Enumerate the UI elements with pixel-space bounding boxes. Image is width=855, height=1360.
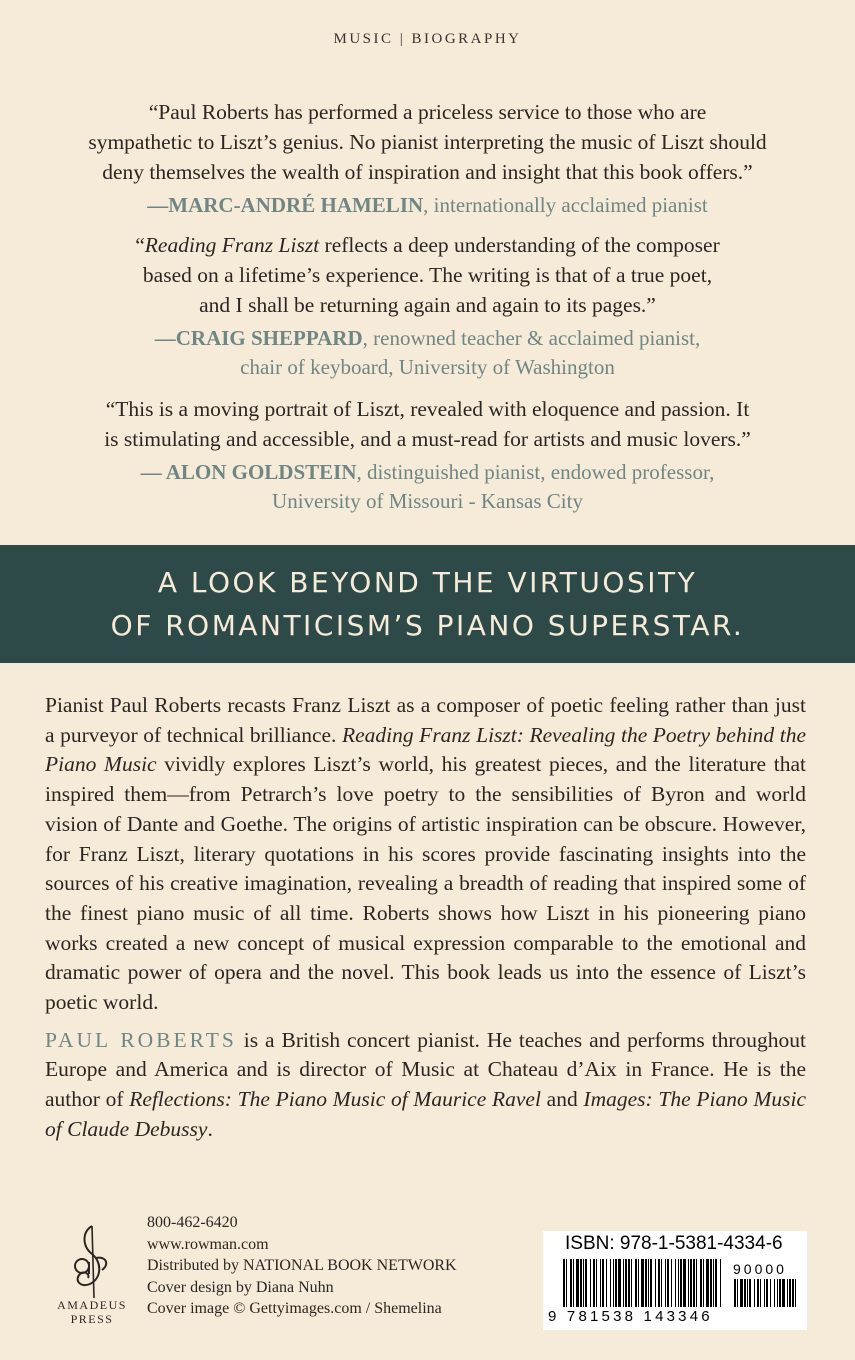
description-text: Pianist Paul Roberts recasts Franz Liszt as a composer of poetic feeling rather than just a purveyor of technical brilliance. xyxy=(45,693,806,747)
barcode-bar xyxy=(618,1259,621,1307)
bio-text: . xyxy=(207,1116,213,1141)
book-title: Reflections: The Piano Music of Maurice Ravel xyxy=(129,1087,541,1112)
barcode-bar xyxy=(713,1259,714,1307)
barcode-bar xyxy=(789,1279,791,1307)
barcode-bar xyxy=(706,1259,709,1307)
barcode-bar xyxy=(610,1259,611,1307)
endorser-title: chair of keyboard, University of Washington xyxy=(240,355,615,379)
barcode-bar xyxy=(563,1259,565,1307)
attribution xyxy=(0,191,855,220)
barcode-bar xyxy=(764,1279,765,1307)
book-description xyxy=(45,691,806,1145)
price-code: 90000 xyxy=(733,1261,787,1277)
barcode-bar xyxy=(648,1259,649,1307)
barcode-bar xyxy=(690,1259,692,1307)
barcode xyxy=(543,1231,807,1330)
barcode-bar xyxy=(600,1259,601,1307)
barcode-bar xyxy=(665,1259,666,1307)
barcode-bar xyxy=(628,1259,630,1307)
cover-image-credit: Cover image © Gettyimages.com / Shemelina xyxy=(147,1300,442,1317)
quote-line: “Reading Franz Liszt reflects a deep understanding of the composer xyxy=(135,233,720,257)
barcode-bar xyxy=(667,1259,669,1307)
quote-line: “This is a moving portrait of Liszt, revealed with eloquence and passion. It xyxy=(105,397,750,421)
endorsement-goldstein xyxy=(0,394,855,516)
barcode-bar xyxy=(680,1259,682,1307)
barcode-digits: 9 781538 143346 xyxy=(548,1308,713,1325)
author-name: PAUL ROBERTS xyxy=(45,1027,237,1052)
barcode-bar xyxy=(693,1259,695,1307)
barcode-bar xyxy=(615,1259,617,1307)
tagline-line: OF ROMANTICISM’S PIANO SUPERSTAR. xyxy=(110,609,745,642)
barcode-bar xyxy=(596,1259,597,1307)
barcode-bar xyxy=(580,1259,582,1307)
quote-text: reflects a deep understanding of the composer xyxy=(319,233,720,257)
barcode-bar xyxy=(740,1279,743,1307)
barcode-bar xyxy=(683,1259,686,1307)
category-label: MUSIC | BIOGRAPHY xyxy=(333,31,522,47)
endorser-title: University of Missouri - Kansas City xyxy=(272,489,583,513)
barcode-bar xyxy=(645,1259,647,1307)
author-bio xyxy=(45,1026,806,1145)
endorser-name: MARC-ANDRÉ HAMELIN xyxy=(168,193,424,217)
barcode-bar xyxy=(747,1279,748,1307)
barcode-bar xyxy=(573,1259,574,1307)
description-paragraph xyxy=(45,691,806,1018)
barcode-bar xyxy=(631,1259,632,1307)
barcode-bar xyxy=(655,1259,656,1307)
barcode-bar xyxy=(720,1259,721,1307)
barcode-bar xyxy=(700,1259,702,1307)
endorser-title: , distinguished pianist, endowed professor, xyxy=(356,460,715,484)
quote-line: “Paul Roberts has performed a priceless service to those who are xyxy=(148,100,707,124)
endorser-title: , renowned teacher & acclaimed pianist, xyxy=(362,326,701,350)
phone-number: 800-462-6420 xyxy=(147,1214,238,1231)
barcode-bar xyxy=(734,1279,736,1307)
bio-text: and xyxy=(540,1087,584,1112)
barcode-bar xyxy=(696,1259,697,1307)
barcode-bar xyxy=(638,1259,639,1307)
barcode-bar xyxy=(650,1259,652,1307)
dash: — xyxy=(140,460,166,484)
quote xyxy=(0,230,855,320)
cover-design-credit: Cover design by Diana Nuhn xyxy=(147,1278,334,1296)
tagline-banner xyxy=(0,545,855,663)
barcode-bar xyxy=(606,1259,607,1307)
endorsement-hamelin xyxy=(0,97,855,220)
barcode-bar xyxy=(703,1259,704,1307)
barcode-bar xyxy=(641,1259,644,1307)
quote xyxy=(0,394,855,454)
barcode-bar xyxy=(661,1259,662,1307)
barcode-bar xyxy=(757,1279,759,1307)
description-text: vividly explores Liszt’s world, his greatest pieces, and the literature that inspired them—from Petrarch’s love poetry to the sensibilities of Byron and world vision of Dante and Goethe. The origins of artistic inspiration can be obscure. However, for Franz Liszt, literary quotations in his scores provide fascinating insights into the sources of his creative imagination, revealing a breadth of reading that inspired some of the finest piano music of all time. Roberts shows how Liszt in his pioneering piano works created a new concept of musical expression comparable to the emotional and dramatic power of opera and the novel. This book leads us into the essence of Liszt’s poetic world. xyxy=(45,752,806,1015)
attribution xyxy=(0,324,855,382)
barcode-bar xyxy=(766,1279,768,1307)
barcode-bar xyxy=(570,1259,572,1307)
barcode-bar xyxy=(760,1279,761,1307)
clef-icon xyxy=(52,1222,132,1300)
barcode-bar xyxy=(770,1279,771,1307)
quote xyxy=(0,97,855,187)
barcode-bar xyxy=(792,1279,794,1307)
barcode-bar xyxy=(671,1259,672,1307)
isbn: ISBN: 978-1-5381-4334-6 xyxy=(565,1233,783,1254)
endorser-name: CRAIG SHEPPARD xyxy=(175,326,363,350)
barcode-bar xyxy=(774,1279,775,1307)
barcode-bar xyxy=(566,1259,567,1307)
barcode-bar xyxy=(658,1259,660,1307)
barcode-bar xyxy=(710,1259,712,1307)
quote-line: sympathetic to Liszt’s genius. No pianist interpreting the music of Liszt should xyxy=(88,130,767,154)
barcode-bar xyxy=(602,1259,604,1307)
barcode-bar xyxy=(787,1279,788,1307)
quote-line: and I shall be returning again and again to its pages.” xyxy=(199,293,656,317)
book-title: Reading Franz Liszt xyxy=(144,233,320,257)
barcode-bar xyxy=(675,1259,676,1307)
dash: — xyxy=(154,326,176,350)
bio-text: is a British concert pianist. He teaches and performs throughout Europe and America and is director of Music at Chateau d’Aix in France. He is the author of xyxy=(45,1027,807,1112)
publisher-logo xyxy=(52,1222,132,1327)
barcode-bar xyxy=(613,1259,614,1307)
barcode-bar xyxy=(625,1259,627,1307)
barcode-bar xyxy=(779,1279,781,1307)
book-title: Images: The Piano Music of Claude Debussy xyxy=(45,1087,806,1141)
barcode-bar xyxy=(782,1279,785,1307)
barcode-bar xyxy=(715,1259,717,1307)
barcode-bar xyxy=(590,1259,591,1307)
endorser-title: , internationally acclaimed pianist xyxy=(423,193,708,217)
barcode-bar xyxy=(688,1259,689,1307)
endorser-name: ALON GOLDSTEIN xyxy=(165,460,357,484)
publisher-info xyxy=(147,1212,537,1320)
barcode-bar xyxy=(678,1259,679,1307)
quote-line: deny themselves the wealth of inspiration and insight that this book offers.” xyxy=(102,160,753,184)
barcode-bar xyxy=(744,1279,746,1307)
logo-text: PRESS xyxy=(70,1312,114,1326)
barcode-bar xyxy=(635,1259,637,1307)
book-title: Reading Franz Liszt: Revealing the Poetry behind the Piano Music xyxy=(45,722,806,777)
attribution xyxy=(0,458,855,516)
distributor: Distributed by NATIONAL BOOK NETWORK xyxy=(147,1257,457,1274)
barcode-bar xyxy=(593,1259,595,1307)
quote-line: based on a lifetime’s experience. The writing is that of a true poet, xyxy=(142,263,713,287)
website: www.rowman.com xyxy=(147,1235,269,1253)
dash: — xyxy=(147,193,169,217)
barcode-bar xyxy=(576,1259,579,1307)
logo-text: AMADEUS xyxy=(57,1298,127,1312)
barcode-bar xyxy=(749,1279,751,1307)
barcode-bar xyxy=(585,1259,587,1307)
barcode-bar xyxy=(795,1279,796,1307)
quote-line: is stimulating and accessible, and a must-read for artists and music lovers.” xyxy=(104,427,751,451)
barcode-bar xyxy=(754,1279,755,1307)
barcode-bar xyxy=(583,1259,584,1307)
barcode-bar xyxy=(623,1259,624,1307)
tagline-line: A LOOK BEYOND THE VIRTUOSITY xyxy=(157,566,698,599)
barcode-bar xyxy=(777,1279,778,1307)
barcode-bar xyxy=(737,1279,738,1307)
endorsement-sheppard xyxy=(0,230,855,382)
